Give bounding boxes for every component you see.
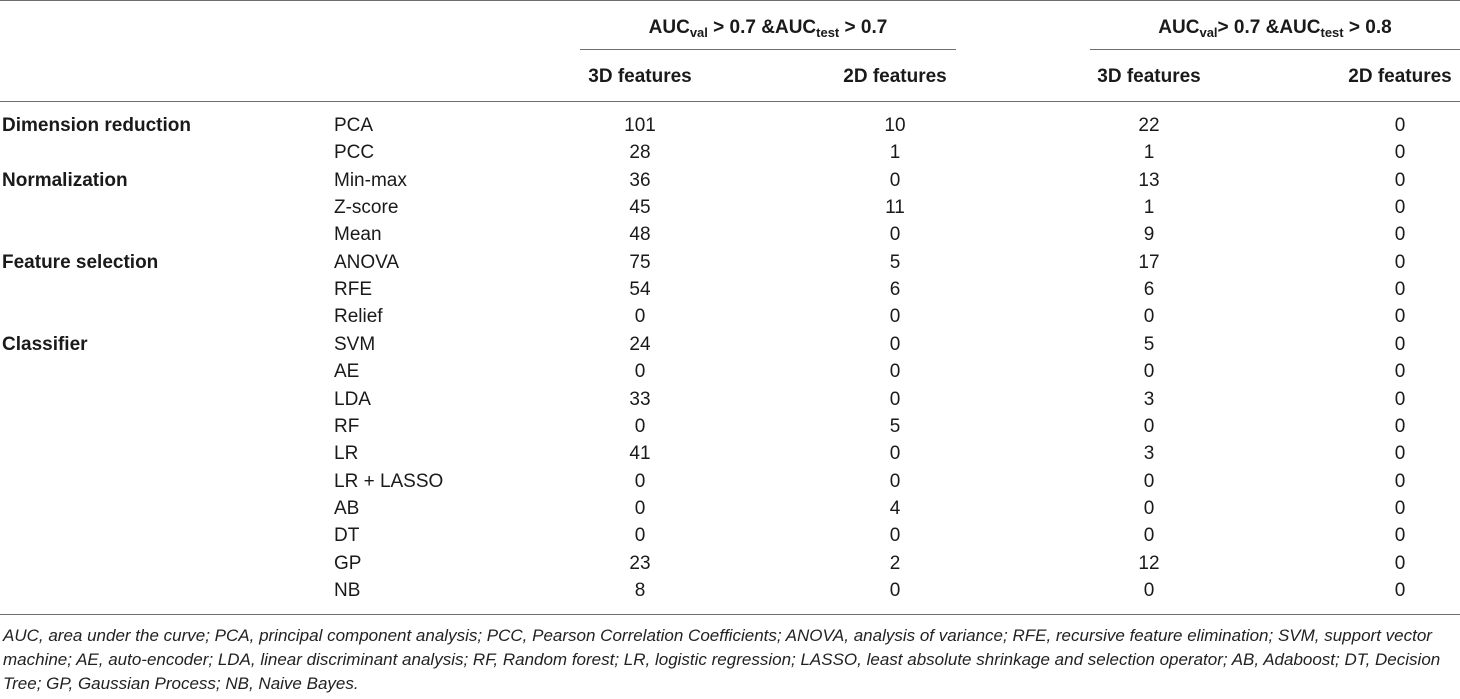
table-cell: 22 (1138, 115, 1160, 136)
method-label: Min-max (334, 169, 407, 191)
col-header-2d-b: 2D features (1348, 66, 1452, 87)
table-cell: 0 (1143, 525, 1155, 547)
table-cell: 0 (889, 579, 901, 601)
group-header-1: $AUC_{val} > 0.7$ $\&AUC_{test} > 0.7$ (648, 17, 888, 40)
col-header-3d-b: 3D features (1097, 66, 1201, 87)
table-cell: 9 (1143, 224, 1155, 246)
table-cell: 13 (1138, 169, 1160, 191)
method-label: RF (334, 415, 360, 437)
table-cell: 0 (1143, 470, 1155, 492)
table-cell: 23 (629, 552, 651, 574)
table-cell: 0 (634, 525, 646, 547)
method-label: PCC (334, 142, 375, 164)
table-cell: 0 (1394, 279, 1406, 301)
table-cell: 0 (634, 415, 646, 437)
table-cell: 36 (629, 169, 651, 191)
table-cell: 101 (624, 115, 656, 136)
table-cell: 0 (1394, 115, 1406, 136)
table-cell: 1 (1143, 142, 1155, 164)
section-label: Classifier (2, 333, 88, 355)
table-cell: 0 (634, 470, 646, 492)
bottom-rule (0, 614, 1460, 615)
table-cell: 8 (634, 579, 646, 601)
table-cell: 5 (889, 251, 901, 273)
method-label: LDA (334, 388, 371, 410)
table-cell: 0 (889, 470, 901, 492)
table-cell: 0 (1394, 251, 1406, 273)
method-label: Relief (334, 306, 383, 328)
table-cell: 0 (1394, 552, 1406, 574)
section-label: Feature selection (2, 251, 159, 273)
section-label: Normalization (2, 169, 128, 191)
table-cell: 0 (1394, 497, 1406, 519)
table-cell: 0 (1394, 197, 1406, 219)
table-cell: 0 (634, 361, 646, 383)
table-cell: 28 (629, 142, 651, 164)
table-cell: 17 (1138, 251, 1160, 273)
method-label: GP (334, 552, 362, 574)
table-cell: 0 (889, 525, 901, 547)
method-label: DT (334, 525, 360, 547)
method-label: AE (334, 361, 360, 383)
table-cell: 3 (1143, 443, 1155, 465)
table-cell: 2 (889, 552, 901, 574)
table-cell: 6 (1143, 279, 1155, 301)
table-cell: 0 (1143, 579, 1155, 601)
table-cell: 0 (1143, 415, 1155, 437)
table-cell: 0 (1143, 306, 1155, 328)
table-cell: 1 (1143, 197, 1155, 219)
top-rule (0, 0, 1460, 1)
table-cell: 0 (1143, 361, 1155, 383)
section-label: Dimension reduction (2, 115, 191, 136)
table-cell: 33 (629, 388, 651, 410)
table-cell: 0 (1394, 443, 1406, 465)
table-cell: 11 (885, 197, 905, 219)
table-cell: 0 (1394, 306, 1406, 328)
method-label: LR (334, 443, 359, 465)
table-cell: 0 (889, 443, 901, 465)
group-rule-1 (580, 49, 956, 50)
table-footnote: AUC, area under the curve; PCA, principal component analysis; PCC, Pearson Correlation Coefficients; ANOVA, analysis of variance; RFE, recursive feature elimination; SVM, support vector machine; AE, auto-encoder; LDA, linear discriminant analysis; RF, Random forest; LR, logistic regression; LASSO, least absolute shrinkage and selection operator; AB, Adaboost; DT, Decision Tree; GP, Gaussian Process; NB, Naive Bayes. (3, 626, 1441, 693)
table-cell: 0 (1394, 470, 1406, 492)
table-cell: 0 (889, 388, 901, 410)
col-header-3d-a: 3D features (588, 66, 692, 87)
table-cell: 0 (1394, 415, 1406, 437)
group-rule-2 (1090, 49, 1460, 50)
table-cell: 0 (889, 333, 901, 355)
table-cell: 48 (629, 224, 651, 246)
table-cell: 0 (634, 497, 646, 519)
method-label: Mean (334, 224, 382, 246)
table-cell: 6 (889, 279, 901, 301)
col-header-2d-a: 2D features (843, 66, 947, 87)
group-header-2: $AUC_{val}> 0.7$ $\&AUC_{test} > 0.8$ (1158, 17, 1392, 40)
method-label: RFE (334, 279, 372, 301)
table-cell: 0 (1394, 361, 1406, 383)
table-cell: 5 (1143, 333, 1155, 355)
table-cell: 0 (889, 361, 901, 383)
table-cell: 0 (1143, 497, 1155, 519)
table-cell: 3 (1143, 388, 1155, 410)
table-cell: 54 (629, 279, 651, 301)
table-cell: 10 (884, 115, 906, 136)
method-label: SVM (334, 333, 376, 355)
table-cell: 75 (629, 251, 651, 273)
table-cell: 5 (889, 415, 901, 437)
table-cell: 0 (1394, 142, 1406, 164)
header-rule (0, 101, 1460, 102)
table-cell: 12 (1138, 552, 1160, 574)
method-label: PCA (334, 115, 374, 136)
table-cell: 0 (634, 306, 646, 328)
table-cell: 45 (629, 197, 651, 219)
method-label: Z-score (334, 197, 399, 219)
method-label: LR + LASSO (334, 470, 444, 492)
table-cell: 0 (1394, 525, 1406, 547)
table-cell: 4 (889, 497, 901, 519)
table-cell: 0 (889, 224, 901, 246)
table-cell: 24 (629, 333, 651, 355)
table-cell: 41 (629, 443, 651, 465)
table-cell: 0 (1394, 388, 1406, 410)
method-label: AB (334, 497, 360, 519)
table-cell: 0 (1394, 224, 1406, 246)
table-cell: 0 (1394, 333, 1406, 355)
table-cell: 0 (1394, 579, 1406, 601)
table-cell: 1 (889, 142, 901, 164)
method-label: NB (334, 579, 361, 601)
table-cell: 0 (889, 169, 901, 191)
method-label: ANOVA (334, 251, 400, 273)
table-cell: 0 (1394, 169, 1406, 191)
table-cell: 0 (889, 306, 901, 328)
